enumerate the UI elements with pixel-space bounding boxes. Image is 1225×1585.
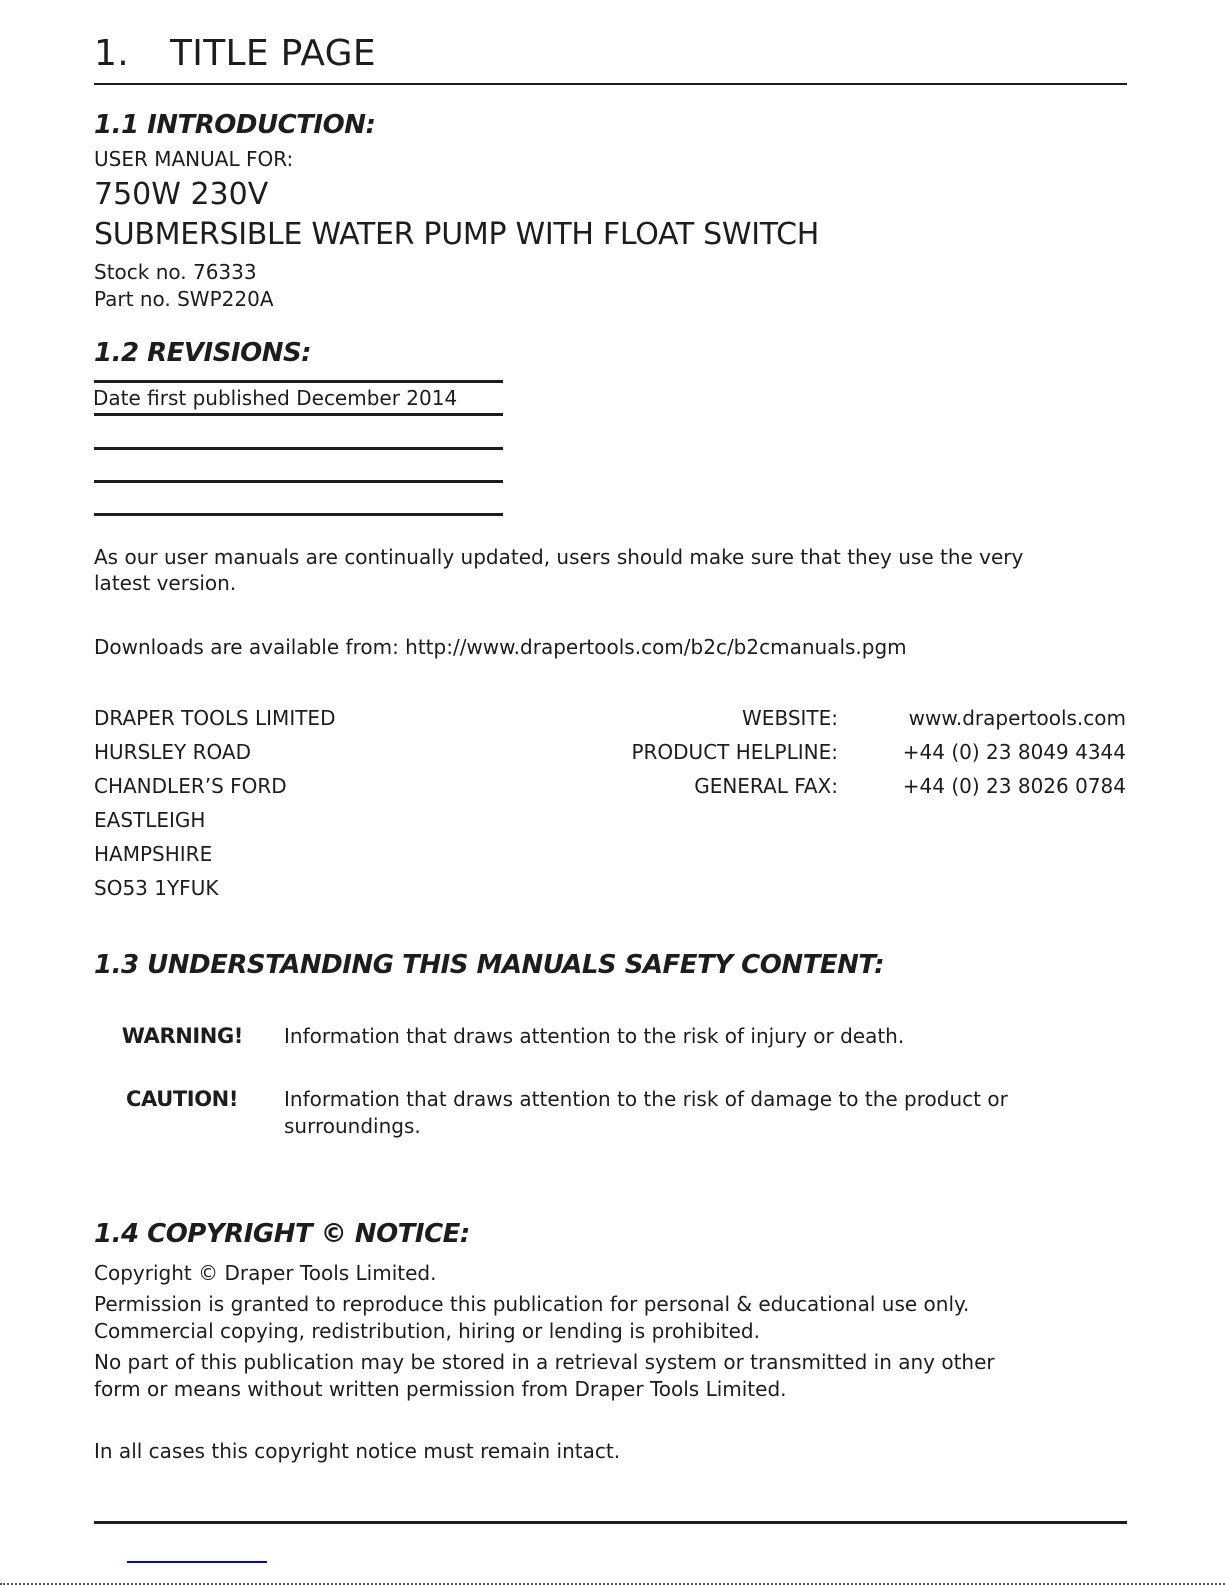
helpline-value: +44 (0) 23 8049 4344 [902, 740, 1126, 764]
user-manual-for-label: USER MANUAL FOR: [94, 147, 294, 171]
caution-label: CAUTION! [125, 1087, 238, 1111]
address-line: EASTLEIGH [94, 808, 206, 832]
address-line: CHANDLER’S FORD [94, 774, 287, 798]
update-notice: As our user manuals are continually updated, users should make sure that they use the very [94, 545, 1024, 569]
copyright-line: No part of this publication may be stored in a retrieval system or transmitted in any other [94, 1350, 995, 1374]
introduction-heading: 1.1 INTRODUCTION: [94, 110, 376, 140]
copyright-line: Commercial copying, redistribution, hiring or lending is prohibited. [94, 1319, 760, 1343]
revisions-heading: 1.2 REVISIONS: [94, 338, 312, 368]
caution-text: Information that draws attention to the risk of damage to the product or [284, 1087, 1008, 1111]
revision-rule [94, 513, 503, 516]
safety-heading: 1.3 UNDERSTANDING THIS MANUALS SAFETY CONTENT: [94, 950, 885, 980]
section-number: 1. [94, 33, 129, 74]
copyright-line: Copyright © Draper Tools Limited. [94, 1261, 437, 1285]
page-title [94, 33, 376, 74]
address-line: SO53 1YFUK [94, 876, 219, 900]
warning-text: Information that draws attention to the risk of injury or death. [284, 1024, 905, 1048]
copyright-line: Permission is granted to reproduce this publication for personal & educational use only. [94, 1292, 970, 1316]
website-label: WEBSITE: [742, 706, 838, 730]
copyright-line: form or means without written permission from Draper Tools Limited. [94, 1377, 787, 1401]
revision-entry: Date first published December 2014 [93, 386, 458, 410]
website-value[interactable]: www.drapertools.com [908, 706, 1126, 730]
title-divider [94, 83, 1127, 85]
caution-text-cont: surroundings. [284, 1114, 421, 1138]
product-rating: 750W 230V [94, 177, 269, 212]
fax-value: +44 (0) 23 8026 0784 [902, 774, 1126, 798]
update-notice-cont: latest version. [94, 571, 237, 595]
section-title: TITLE PAGE [170, 33, 376, 74]
address-line: HURSLEY ROAD [94, 740, 251, 764]
product-name: SUBMERSIBLE WATER PUMP WITH FLOAT SWITCH [94, 217, 819, 252]
copyright-heading: 1.4 COPYRIGHT © NOTICE: [94, 1219, 470, 1249]
revision-rule [94, 380, 503, 383]
address-line: DRAPER TOOLS LIMITED [94, 706, 336, 730]
warning-label: WARNING! [121, 1024, 243, 1048]
address-line: HAMPSHIRE [94, 842, 213, 866]
downloads-link[interactable]: Downloads are available from: http://www.drapertools.com/b2c/b2cmanuals.pgm [94, 635, 907, 659]
fax-label: GENERAL FAX: [694, 774, 838, 798]
revision-rule [94, 413, 503, 416]
revision-rule [94, 447, 503, 450]
part-number: Part no. SWP220A [94, 287, 274, 311]
footer-link-underline[interactable] [127, 1561, 267, 1563]
copyright-line: In all cases this copyright notice must remain intact. [94, 1439, 621, 1463]
stock-number: Stock no. 76333 [94, 260, 257, 284]
helpline-label: PRODUCT HELPLINE: [631, 740, 838, 764]
footer-divider [94, 1521, 1127, 1524]
revision-rule [94, 480, 503, 483]
